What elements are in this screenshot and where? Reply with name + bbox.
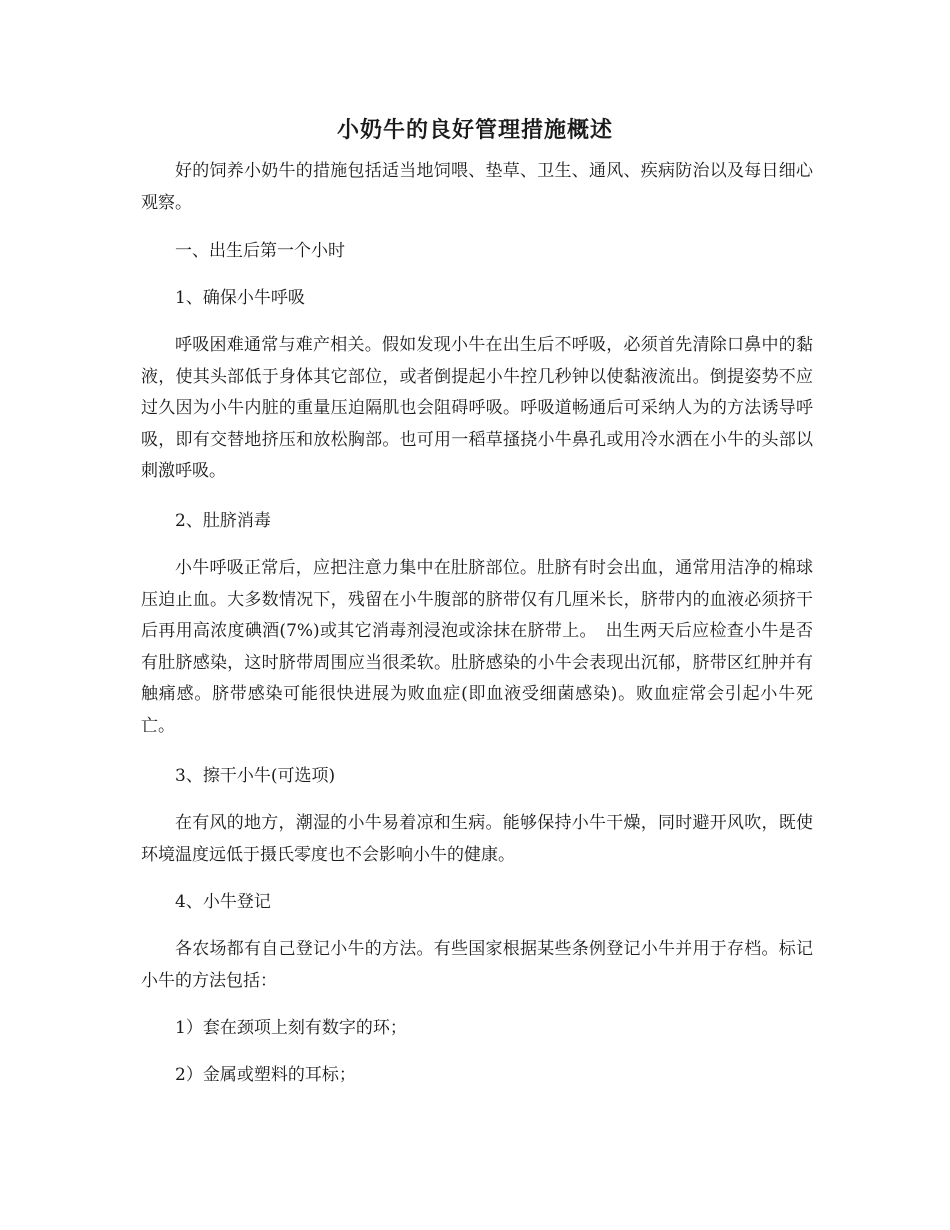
- subsection-1-heading: 1、确保小牛呼吸: [175, 288, 305, 308]
- document-title: 小奶牛的良好管理措施概述: [336, 117, 613, 143]
- section-1-heading: 一、出生后第一个小时: [175, 241, 345, 261]
- list-item: 2）金属或塑料的耳标；: [175, 1065, 356, 1085]
- subsection-1-paragraph: 呼吸困难通常与难产相关。假如发现小牛在出生后不呼吸，必须首先清除口鼻中的黏液，使其头部低于身体其它部位，或者倒提起小牛控几秒钟以使黏液流出。倒提姿势不应过久因为小牛内脏的重量压迫隔肌也会阻碍呼吸。呼吸道畅通后可采纳人为的方法诱导呼吸，即有交替地挤压和放松胸部。也可用一稻草搔挠小牛鼻孔或用冷水洒在小牛的头部以刺激呼吸。: [141, 335, 813, 481]
- subsection-4-paragraph: 各农场都有自己登记小牛的方法。有些国家根据某些条例登记小牛并用于存档。标记小牛的方法包括：: [141, 939, 813, 991]
- intro-paragraph: 好的饲养小奶牛的措施包括适当地饲喂、垫草、卫生、通风、疾病防治以及每日细心观察。: [141, 161, 813, 213]
- subsection-3-heading: 3、擦干小牛(可选项): [175, 766, 336, 786]
- subsection-3-paragraph: 在有风的地方，潮湿的小牛易着凉和生病。能够保持小牛干燥，同时避开风吹，既使环境温度远低于摄氏零度也不会影响小牛的健康。: [141, 813, 813, 865]
- subsection-2-heading: 2、肚脐消毒: [175, 511, 271, 531]
- list-item: 1）套在颈项上刻有数字的环；: [175, 1018, 407, 1038]
- subsection-4-heading: 4、小牛登记: [175, 892, 271, 912]
- subsection-2-paragraph: 小牛呼吸正常后，应把注意力集中在肚脐部位。肚脐有时会出血，通常用洁净的棉球压迫止血。大多数情况下，残留在小牛腹部的脐带仅有几厘米长，脐带内的血液必须挤干后再用高浓度碘酒(7%)或其它消毒剂浸泡或涂抹在脐带上。 出生两天后应检查小牛是否有肚脐感染，这时脐带周围应当很柔软。肚脐感染的小牛会表现出沉郁，脐带区红肿并有触痛感。脐带感染可能很快进展为败血症(即血液受细菌感染)。败血症常会引起小牛死亡。: [141, 558, 813, 736]
